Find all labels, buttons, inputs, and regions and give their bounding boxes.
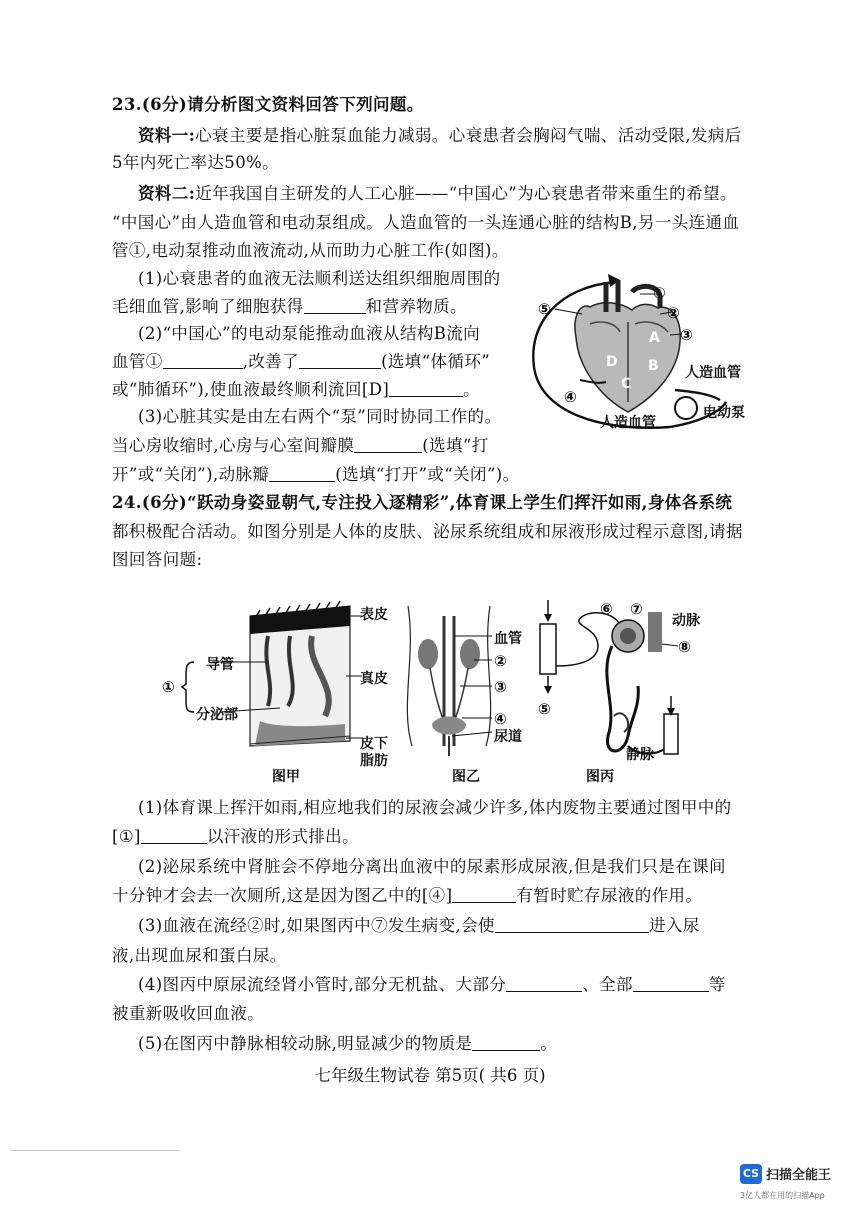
camscanner-name: 扫描全能王 [766,1168,832,1183]
heart-label-2: ② [667,304,680,322]
heart-label-1: ① [653,284,666,302]
heart-label-3: ③ [680,326,693,344]
text: 。 [463,380,481,399]
label-1-sweat-gland: ① [162,678,175,696]
label-8: ⑧ [678,638,691,656]
label-dermis: 真皮 [360,671,388,687]
heart-label-vessel1: 人造血管 [685,365,741,381]
text: 。 [540,1034,558,1053]
label-subcutaneous-2: 脂肪 [360,753,388,769]
leader-8 [662,644,678,646]
q24-part3-line1 [138,915,700,937]
figure-skin [150,596,400,786]
q23-material1-cont: 5年内死亡率达50%。 [112,153,280,172]
vein-vessel [664,714,678,754]
scan-line [10,1150,180,1151]
answer-blank[interactable] [163,352,243,369]
q24-part4-line2: 被重新吸收回血液。 [112,1004,265,1023]
text: 十分钟才会去一次厕所,这是因为图乙中的[④] [112,886,453,905]
text: ,改善了 [242,352,300,371]
capillary-network [614,713,628,732]
label-4-bladder: ④ [494,710,507,728]
right-kidney [460,639,480,669]
caption-figure-b: 图乙 [452,769,480,785]
answer-blank[interactable] [452,886,516,903]
text: (3)血液在流经②时,如果图丙中⑦发生病变,会使 [138,916,495,935]
label-urethra: 尿道 [494,729,522,745]
collecting-duct [540,624,556,674]
text: 等 [708,975,726,994]
q24-part1-line2 [112,826,359,848]
answer-blank[interactable] [304,297,366,314]
arrow-down-icon [544,614,552,622]
label-7: ⑦ [630,600,643,618]
q24-part1-line1: (1)体育课上挥汗如雨,相应地我们的尿液会减少许多,体内废物主要通过图甲中的 [138,798,732,817]
label-2-kidney: ② [494,652,507,670]
q23-material2 [138,183,737,205]
q23-material2-cont2: 管①,电动泵推动血液流动,从而助力心脏工作(如图)。 [112,241,509,260]
text: 当心房收缩时,心房与心室间瓣膜 [112,436,355,455]
text: 进入尿 [648,916,700,935]
label-epidermis: 表皮 [360,607,388,623]
heart-label-vessel2: 人造血管 [600,415,656,431]
q23-part3-line2 [112,435,489,457]
answer-blank[interactable] [472,1034,540,1051]
answer-blank[interactable] [354,436,422,453]
q23-part1-line1: (1)心衰患者的血液无法顺利送达组织细胞周围的 [138,269,501,288]
label-6: ⑥ [600,600,613,618]
heart-label-D: D [606,354,618,370]
figure-nephron [528,596,728,786]
renal-tubule [607,646,638,751]
text: 开”或“关闭”),动脉瓣 [112,465,270,484]
tubule-upper [556,613,620,666]
q24-title-line2: 都积极配合活动。如图分别是人体的皮肤、泌尿系统组成和尿液形成过程示意图,请据 [112,522,743,541]
artery-vessel [648,612,662,652]
text: (5)在图丙中静脉相较动脉,明显减少的物质是 [138,1034,473,1053]
heart-label-4: ④ [564,388,577,406]
text: 、全部 [582,975,633,994]
camscanner-logo: CS [740,1164,762,1184]
arrow-down-icon [544,686,552,694]
answer-blank[interactable] [141,827,207,844]
q24-part2-line1: (2)泌尿系统中肾脏会不停地分离出血液中的尿素形成尿液,但是我们只是在课间 [138,857,726,876]
pump-circle-icon [675,397,697,419]
urinary-diagram-svg [398,596,538,786]
q23-material2-cont1: “中国心”由人造血管和电动泵组成。人造血管的一头连通心脏的结构B,另一头连通血 [112,213,740,232]
text: (选填“打开”或“关闭”)。 [335,465,520,484]
text: 毛细血管,影响了细胞获得 [112,297,304,316]
q23-part3-line3 [112,464,520,486]
page-footer: 七年级生物试卷 第5页( 共6 页) [314,1066,546,1085]
answer-blank[interactable] [389,380,463,397]
bladder [432,717,466,735]
left-kidney [418,639,438,669]
answer-blank[interactable] [633,975,709,992]
q23-part2-line2 [112,351,490,373]
text: 有暂时贮存尿液的作用。 [516,886,703,905]
q24-title-line1 [112,492,732,514]
q23-material1-text: 心衰主要是指心脏泵血能力减弱。心衰患者会胸闷气喘、活动受限,发病后 [195,126,742,145]
answer-blank[interactable] [299,352,381,369]
camscanner-watermark [740,1162,850,1208]
figure-urinary [398,596,538,786]
label-vessel: 血管 [494,631,522,647]
heart-diagram [520,262,760,440]
q24-part3-line2: 液,出现血尿和蛋白尿。 [112,946,287,965]
text: 以汗液的形式排出。 [206,827,359,846]
q23-part3-line1: (3)心脏其实是由左右两个“泵”同时协同工作的。 [138,407,502,426]
camscanner-subtitle: 3亿人都在用的扫描App [740,1191,825,1200]
glomerulus [620,628,636,644]
label-artery: 动脉 [672,613,700,629]
text: 和营养物质。 [365,297,467,316]
text: (选填“打 [422,436,489,455]
q23-material2-text: 近年我国自主研发的人工心脏——“中国心”为心衰患者带来重生的希望。 [195,184,737,203]
heart-label-B: B [648,358,659,374]
text: (4)图丙中原尿流经肾小管时,部分无机盐、大部分 [138,975,507,994]
text: 24.(6分)“跃动身姿显朝气,专注投入逐精彩”,体育课上学生们挥汗如雨,身体各系统 [112,493,733,512]
q24-title-line3: 图回答问题: [112,550,203,569]
heart-label-C: C [621,376,632,392]
q23-material2-label: 资料二: [138,184,196,203]
q23-title: 23.(6分)请分析图文资料回答下列问题。 [112,95,424,114]
bracket [182,662,194,712]
text: [①] [112,827,141,846]
caption-figure-c: 图丙 [586,769,614,785]
answer-blank[interactable] [269,465,335,482]
text: 血管① [112,352,163,371]
label-subcutaneous-1: 皮下 [360,736,388,752]
text: 或“肺循环”),使血液最终顺利流回[D] [112,380,390,399]
heart-label-pump: 电动泵 [703,405,745,421]
q24-part4-line1 [138,974,726,996]
label-3-ureter: ③ [494,678,507,696]
label-secretory: 分泌部 [196,707,238,723]
answer-blank[interactable] [506,975,582,992]
q23-part1-line2 [112,296,467,318]
q23-part2-line1: (2)“中国心”的电动泵能推动血液从结构B流向 [138,324,481,343]
ureters [430,668,468,722]
answer-blank[interactable] [495,916,649,933]
heart-label-5: ⑤ [538,300,551,318]
label-5: ⑤ [538,700,551,718]
heart-label-A: A [649,330,660,346]
q24-part2-line2 [112,885,702,907]
text: (选填“体循环” [381,352,491,371]
caption-figure-a: 图甲 [272,769,300,785]
q23-material1-label: 资料一: [138,126,196,145]
q23-material1 [138,125,742,147]
q23-part2-line3 [112,379,480,401]
q24-part5 [138,1033,557,1055]
label-duct: 导管 [206,657,234,673]
label-vein: 静脉 [626,747,654,763]
